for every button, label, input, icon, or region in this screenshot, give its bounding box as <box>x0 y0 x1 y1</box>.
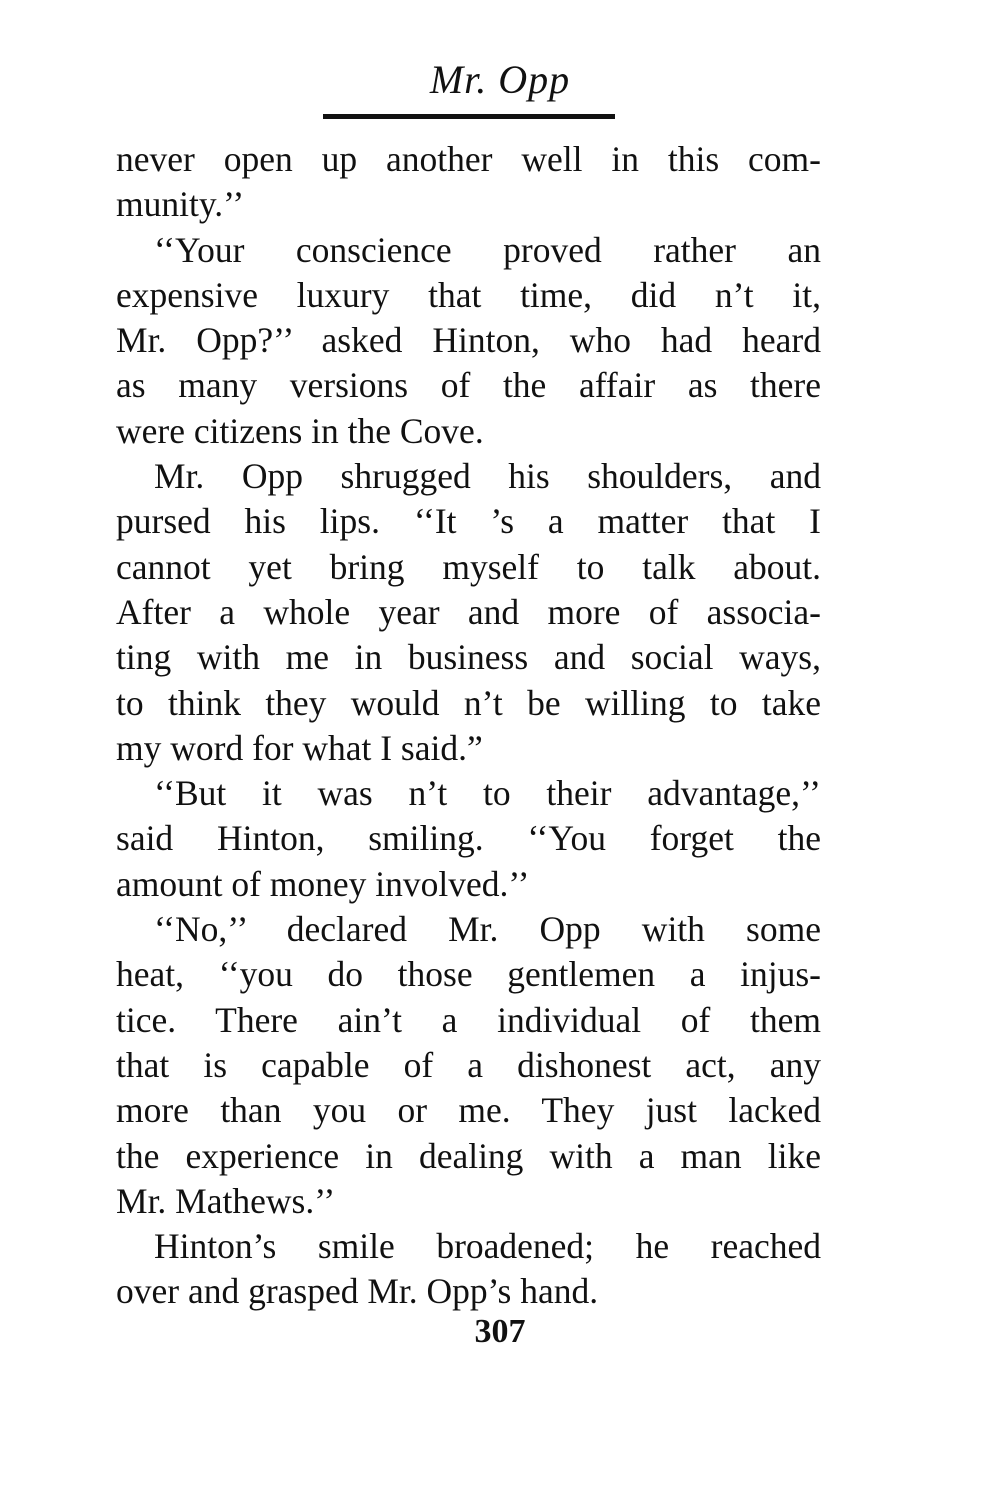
text-line: the experience in dealing with a man like <box>116 1135 821 1176</box>
text-line: ‘‘But it was n’t to their advantage,’’ <box>154 773 821 814</box>
text-line: tice. There ain’t a individual of them <box>116 999 821 1040</box>
text-line: Mr. Opp shrugged his shoulders, and <box>154 456 821 497</box>
header-rule <box>323 114 615 119</box>
paragraph <box>116 1224 821 1315</box>
text-line: expensive luxury that time, did n’t it, <box>116 274 821 315</box>
text-line: said Hinton, smiling. ‘‘You forget the <box>116 818 821 859</box>
paragraph <box>116 771 821 907</box>
text-line: ‘‘No,’’ declared Mr. Opp with some <box>154 909 821 950</box>
paragraph <box>116 228 821 454</box>
text-line: to think they would n’t be willing to take <box>116 682 821 723</box>
text-line: heat, ‘‘you do those gentlemen a injus- <box>116 954 821 995</box>
text-line: amount of money involved.’’ <box>116 863 530 904</box>
text-line: After a whole year and more of associa- <box>116 591 821 632</box>
text-line: Mr. Opp?’’ asked Hinton, who had heard <box>116 320 821 361</box>
text-line: pursed his lips. ‘‘It ’s a matter that I <box>116 501 821 542</box>
paragraph <box>116 137 821 228</box>
text-line: cannot yet bring myself to talk about. <box>116 546 821 587</box>
text-line: Mr. Mathews.’’ <box>116 1180 336 1221</box>
text-line: munity.’’ <box>116 184 245 225</box>
text-line: Hinton’s smile broadened; he reached <box>154 1226 821 1267</box>
text-line: as many versions of the affair as there <box>116 365 821 406</box>
paragraph <box>116 454 821 771</box>
body-text <box>116 137 821 1315</box>
text-line: that is capable of a dishonest act, any <box>116 1044 821 1085</box>
text-line: over and grasped Mr. Opp’s hand. <box>116 1271 599 1312</box>
text-line: ‘‘Your conscience proved rather an <box>154 229 821 270</box>
running-head: Mr. Opp <box>429 57 571 102</box>
text-line: ting with me in business and social ways, <box>116 637 821 678</box>
text-line: were citizens in the Cove. <box>116 410 484 451</box>
text-line: more than you or me. They just lacked <box>116 1090 821 1131</box>
paragraph <box>116 907 821 1224</box>
text-line: never open up another well in this com- <box>116 139 821 179</box>
text-line: my word for what I said.” <box>116 727 483 768</box>
page-number: 307 <box>474 1313 526 1350</box>
